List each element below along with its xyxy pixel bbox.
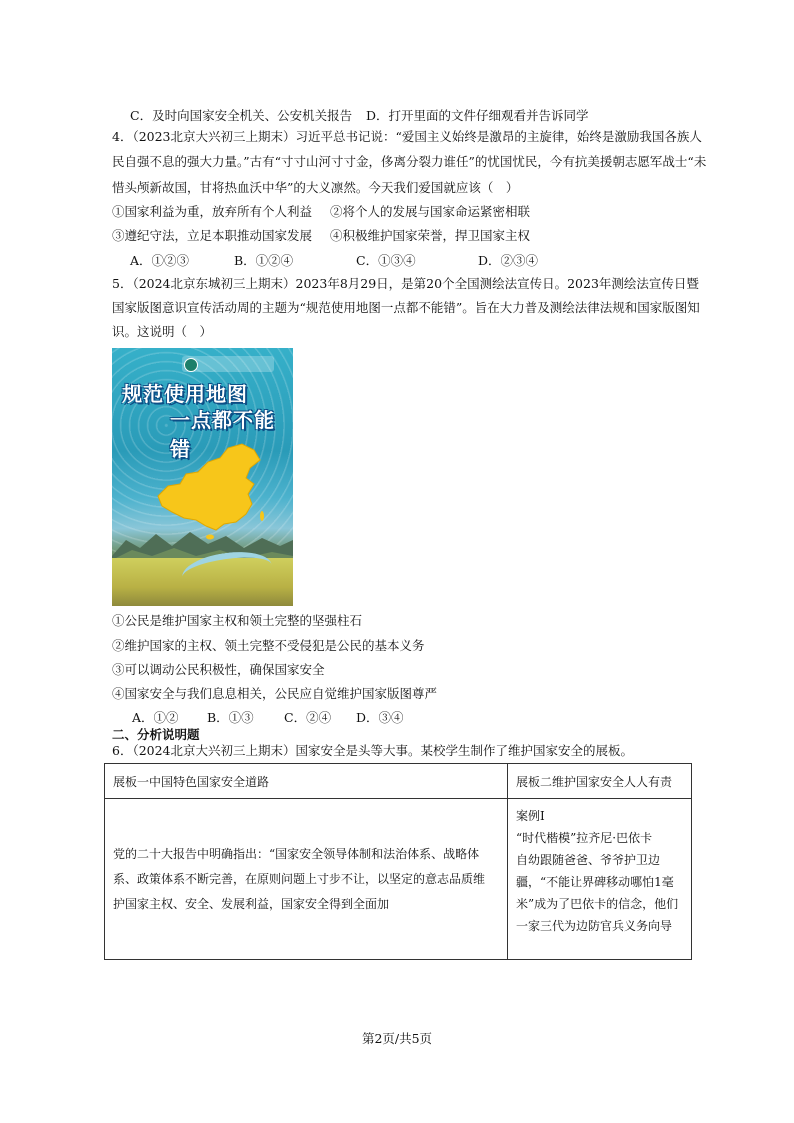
map-poster-image: [112, 348, 293, 606]
q4-stem-line-3: 惜头颅新故国，甘将热血沃中华”的大义凛然。今天我们爱国就应该（ ）: [112, 180, 519, 195]
board-1-line-3: 护国家主权、安全、发展利益，国家安全得到全面加: [113, 896, 390, 911]
q4-stem-line-2: 民自强不息的强大力量。”古有“寸寸山河寸寸金，侈离分裂力谁任”的忧国忧民，今有抗美援朝志愿军战士“未: [112, 154, 707, 169]
q5-statement-2: ②维护国家的主权、领土完整不受侵犯是公民的基本义务: [112, 638, 425, 653]
q5-stem-line-3: 识。这说明（ ）: [112, 324, 213, 339]
q6-stem: 6．（2024北京大兴初三上期末）国家安全是头等大事。某校学生制作了维护国家安全的展板。: [112, 743, 634, 758]
board-1-line-2: 系、政策体系不断完善，在原则问题上寸步不让，以坚定的意志品质维: [113, 871, 486, 886]
q5-option-d: D．③④: [356, 710, 404, 725]
board-2-content: [508, 799, 692, 960]
page-number: 第2页/共5页: [361, 1031, 433, 1046]
board-1-header: 展板一中国特色国家安全道路: [105, 764, 508, 799]
q5-stem-line-2: 国家版图意识宣传活动周的主题为“规范使用地图一点都不能错”。旨在大力普及测绘法律法规和国家版图知: [112, 300, 700, 315]
q4-statement-1: ①国家利益为重，放弃所有个人利益: [112, 204, 313, 219]
q4-option-b: B．①②④: [234, 253, 294, 268]
q4-stem-line-1: 4．（2023北京大兴初三上期末）习近平总书记说：“爱国主义始终是激昂的主旋律，始终是激励我国各族人: [112, 129, 702, 144]
q4-statement-4: ④积极维护国家荣誉，捍卫国家主权: [330, 228, 531, 243]
q4-option-c: C．①③④: [356, 253, 416, 268]
q4-statement-3: ③遵纪守法，立足本职推动国家发展: [112, 228, 313, 243]
board-2-line-5: 一家三代为边防官兵义务向导: [516, 919, 673, 933]
board-2-header: 展板二维护国家安全人人有责: [508, 764, 692, 799]
q5-stem-line-1: 5．（2024北京东城初三上期末）2023年8月29日，是第20个全国测绘法宣传日。2023年测绘法宣传日暨: [112, 276, 699, 291]
q4-option-a: A．①②③: [130, 253, 190, 268]
poster-title-line-2: 一点都不能错: [170, 408, 275, 461]
poster-title-line-1: 规范使用地图: [122, 382, 248, 406]
board-2-line-2: 自幼跟随爸爸、爷爷护卫边: [516, 853, 661, 867]
display-board-table: [104, 763, 692, 960]
q3-option-c: C．及时向国家安全机关、公安机关报告: [130, 108, 353, 123]
q5-option-c: C．②④: [284, 710, 332, 725]
section-heading: 二、分析说明题: [112, 727, 200, 742]
board-1-content: [105, 799, 508, 960]
q5-statement-1: ①公民是维护国家主权和领土完整的坚强柱石: [112, 613, 363, 628]
china-map-icon: [150, 440, 270, 540]
q5-option-a: A．①②: [132, 710, 179, 725]
board-2-line-3: 疆，“不能让界碑移动哪怕1毫: [516, 875, 674, 889]
q5-option-b: B．①③: [207, 710, 254, 725]
q3-option-d: D．打开里面的文件仔细观看并告诉同学: [366, 108, 589, 123]
q4-option-d: D．②③④: [478, 253, 539, 268]
case-label: 案例Ⅰ: [516, 809, 545, 823]
board-2-line-4: 米”成为了巴依卡的信念，他们: [516, 897, 679, 911]
q5-statement-4: ④国家安全与我们息息相关，公民应自觉维护国家版图尊严: [112, 686, 438, 701]
q4-statement-2: ②将个人的发展与国家命运紧密相联: [330, 204, 531, 219]
board-2-line-1: “时代楷模”拉齐尼·巴依卡: [516, 831, 653, 845]
emblem-icon: [184, 358, 198, 372]
board-1-line-1: 党的二十大报告中明确指出：“国家安全领导体制和法治体系、战略体: [113, 846, 480, 861]
q5-statement-3: ③可以调动公民积极性，确保国家安全: [112, 662, 325, 677]
